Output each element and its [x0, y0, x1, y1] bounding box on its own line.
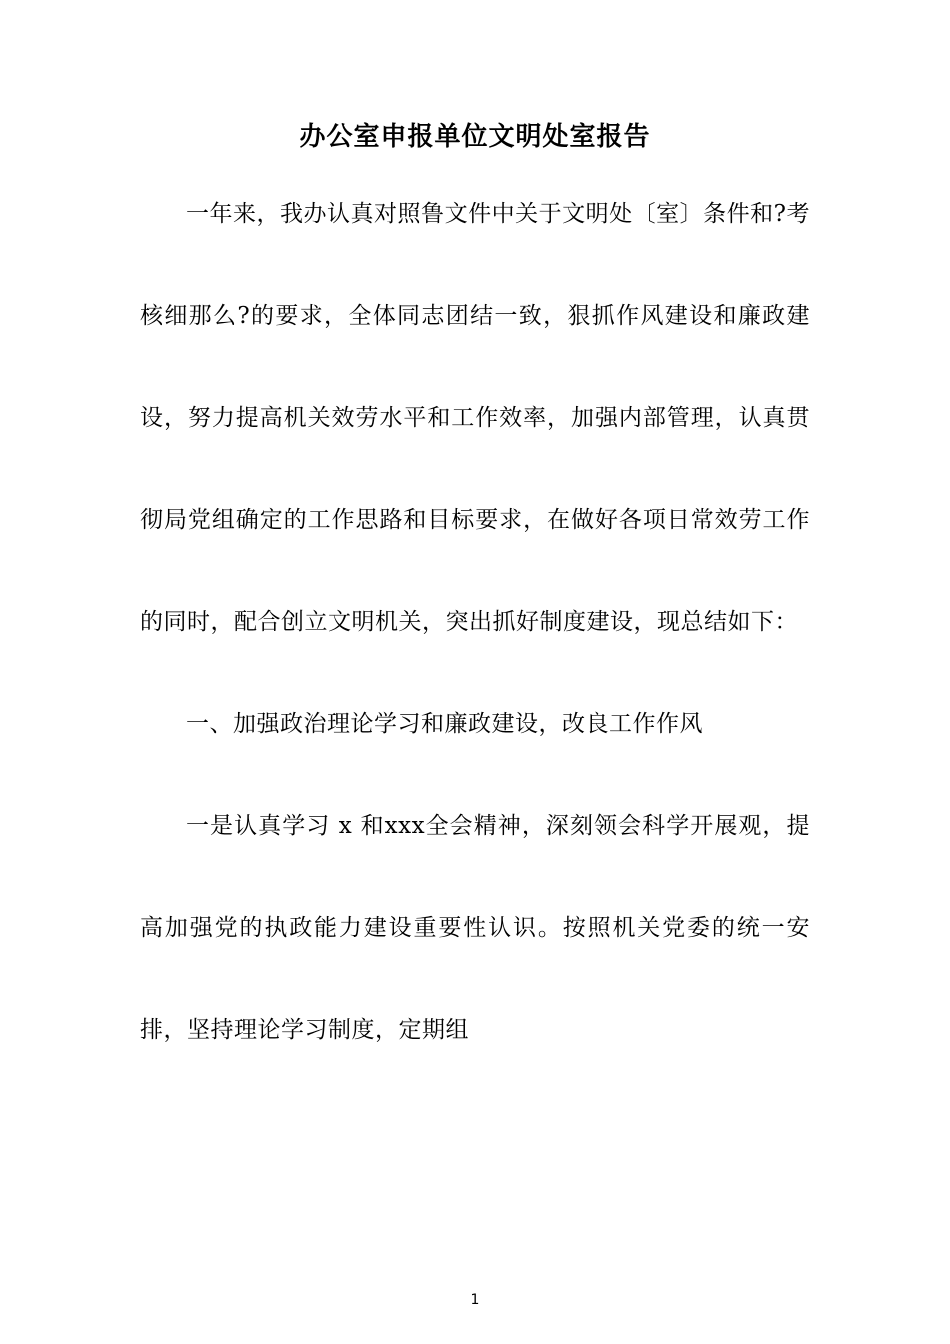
document-body: [140, 163, 810, 1081]
paragraph-3: 一是认真学习 x 和xxx全会精神，深刻领会科学开展观，提高加强党的执政能力建设重要性认识。按照机关党委的统一安排，坚持理论学习制度，定期组: [140, 813, 810, 1043]
page-title: 办公室申报单位文明处室报告: [299, 122, 651, 152]
paragraph-2: 一、加强政治理论学习和廉政建设，改良工作作风: [186, 711, 703, 737]
page-number: 1: [470, 1292, 480, 1308]
paragraph-1: 一年来，我办认真对照鲁文件中关于文明处〔室〕条件和?考核细那么?的要求，全体同志团结一致，狠抓作风建设和廉政建设，努力提高机关效劳水平和工作效率，加强内部管理，认真贯彻局党组确定的工作思路和目标要求，在做好各项日常效劳工作的同时，配合创立文明机关，突出抓好制度建设，现总结如下：: [140, 201, 810, 635]
